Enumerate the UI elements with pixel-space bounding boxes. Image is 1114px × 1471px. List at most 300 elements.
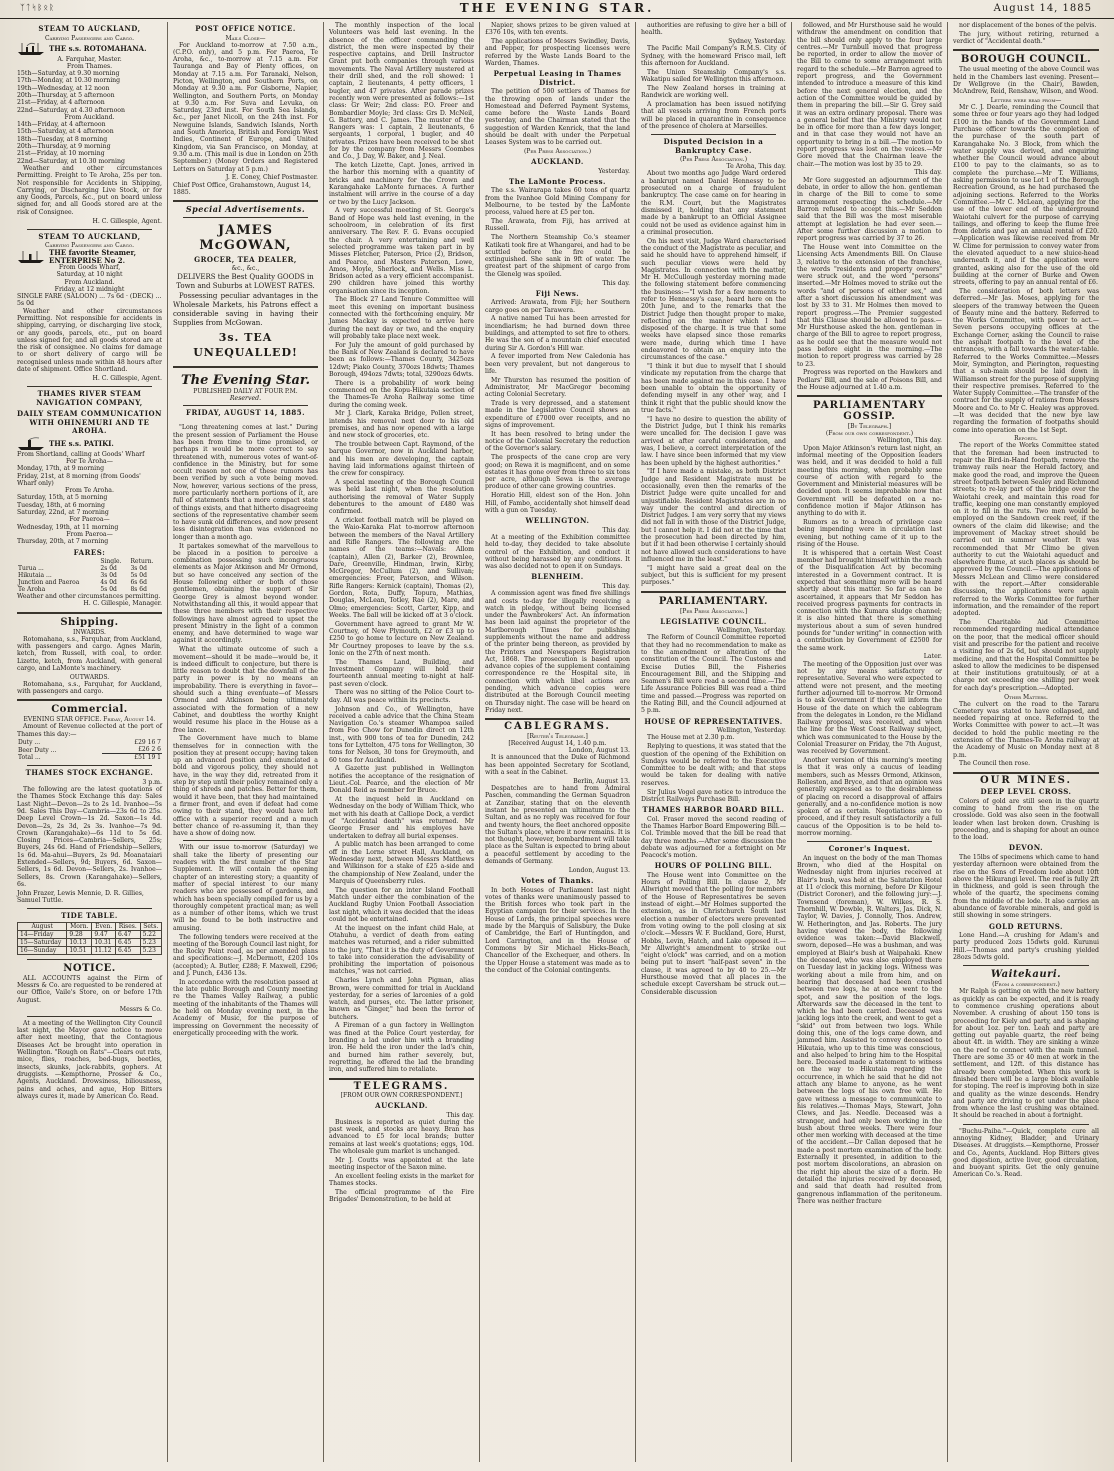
table-cell: £51 19 1 <box>102 754 162 762</box>
article-paragraph: The 15lbs of specimens which came to hand yesterday afternoon were obtained from the rise on the Sons of Freedom lode about 10ft above the Hikurangi level. The reef is fully 2ft in thickness, and gold is seen through the whole of the quartz, the specimens coming from the middle of the lode. It also carries an abundance of favorable minerals, and gold is still showing in some stringers. <box>953 853 1099 920</box>
section-heading: POST OFFICE NOTICE. <box>195 24 296 33</box>
table-cell: 5.22 <box>140 930 161 938</box>
ship-name: THE s.s. ROTOMAHANA. <box>49 43 147 53</box>
subheading: Letters were read from— <box>990 97 1062 105</box>
table-cell: Beer Duty ... <box>18 746 57 754</box>
article-paragraph: A Gazette just published in Wellington notifies the acceptance of the resignation of Lieut.-Col. Pearce, and the election of Mr Donald Reid as member for Bruce. <box>329 765 474 795</box>
table-cell: 14—Friday <box>18 930 67 938</box>
article-paragraph: The House met at 2.30 p.m. <box>647 734 735 742</box>
advertiser-etc: &c., &c., <box>231 265 260 273</box>
steamship-icon <box>17 42 45 56</box>
article-paragraph: The trouble between Capt. Raymond, of the barque Governor, now in Auckland harbor, and his men are developing, the captain having laid informations against thirteen of the crew for conspiracy. <box>329 441 474 478</box>
article-paragraph: About two months ago Judge Ward ordered a bankrupt named Daniel Hennessy to be prosecuted on a charge of fraudulent bankruptcy. The case came on for hearing in the R.M. Court, but the Magistrates dismissed it, holding that any statement made by a bankrupt to an Official Assignee could not be used as evidence against him in a criminal prosecution. <box>641 170 786 236</box>
dateline-day: This day. <box>602 582 630 590</box>
article-paragraph: A very successful meeting of St. George's Band of Hope was held last evening, in the schoolroom, in celebration of its first anniversary. The Rev. F. G. Evans occupied the chair. A very entertaining and well selected programme was taken part in by Misses Fletcher, Paterson, Price (2), Bridson, and Pearce, and Masters Paterson, Lowe, Amos, Moyle, Sherlock, and Wells. Miss L. Bridson acted as a very efficient accompanist. 290 children have joined this worthy organisation since its inception. <box>329 207 474 295</box>
dateline-place: AUCKLAND. <box>375 1101 428 1111</box>
divider <box>953 49 1099 51</box>
schedule-line: Saturday, 22nd, at 7 morning <box>17 509 109 517</box>
article-paragraph: The Block 27 Land Tenure Committee will meet this evening on important business connected with the forthcoming enquiry. Mr James Mackay is expected to arrive here during the next day or two, and the enquiry will probably take place next week. <box>329 296 474 340</box>
column-header: Rises. <box>115 922 140 930</box>
paper-nameplate <box>173 371 318 421</box>
schedule-line: Wednesday, 19th, at 11 morning <box>17 523 119 531</box>
article-text: ALL ACCOUNTS against the Firm of Messrs & Co. are requested to be rendered at our Office, Vaile's Store, on or before 17th August. <box>17 974 162 1004</box>
ship-name: THE favorite Steamer, ENTERPRISE No 2. <box>49 248 137 265</box>
divider <box>27 229 152 230</box>
ad-heading: STEAM TO AUCKLAND, <box>38 231 141 241</box>
section-heading: THAMES STOCK EXCHANGE. <box>25 768 154 778</box>
divider <box>797 395 942 397</box>
divider <box>329 1078 474 1080</box>
issue-date: August 14, 1885 <box>993 3 1092 14</box>
dateline-day: Wellington, Yesterday. <box>716 727 786 735</box>
article-paragraph: The Pacific Mail Company's R.M.S. City of Sydney, with the homeward Frisco mail, left this afternoon for Auckland. <box>641 45 786 67</box>
ad-text: "Buchu-Paiba."—Quick, complete cure all annoying Kidney, Bladder, and Urinary Diseases. At druggists.—Kempthorne, Prosser and Co., Agents, Auckland. Hop Bitters gives good digestion, active liver, good circulation, and buoyant spirits. Get the only genuine American Co.'s. Read. <box>953 1127 1099 1179</box>
table-cell: Total ... <box>18 754 41 762</box>
schedule-line: Saturday, at 10 night <box>56 271 123 279</box>
subheading: Other Matters. <box>1004 693 1048 701</box>
article-paragraph: The jury, without retiring, returned a verdict of "Accidental death." <box>953 30 1099 46</box>
article-paragraph: It has been resolved to bring under the notice of the Colonial Secretary the reduction of the Governor's salary. <box>485 430 630 453</box>
article-paragraph: In both Houses of Parliament last night votes of thanks were unanimously passed to the British forces who took part in the Egyptian campaign for their services. In the House of Lords, the principal speeches were made by the Marquis of Salisbury, the Duke of Cambridge, the Earl of Huntingdon, and Lord Carrington, and in the House of Commons by Sir Michael Hicks-Beach, Chancellor of the Exchequer, and others. In the Upper House a statement was made as to the conduct of the Colonial contingents. <box>485 886 630 974</box>
table-cell: Single. <box>100 558 122 566</box>
article-heading: Coroner's Inquest. <box>828 844 911 854</box>
article-paragraph: At a meeting of the Exhibition committee held to-day, they decided to take absolute control of the Exhibition, and conduct it without being harassed by any conditions. It was also decided not to open it on Sundays. <box>485 533 630 571</box>
post-office-notice <box>173 25 318 196</box>
article-text: The following are the latest quotations of the Thames Stock Exchange this day: Sales Last Night—Devon—2s to 2s 1d. Ivanhoe—5s 9d. Sales This Day—Cambria—23s 6d to 25s. Deep Level Crown—1s 2d. Saxon—1s 4d. Devon—2s, 2s 3d, 2s 3s. Ivanhoe—7s 9d. Crown (Karangahake)—6s 11d to 5s 6d. Closing Prices—Cambria—Sellers, 25s; Buyers, 24s 6d. Hand of Friendship—Sellers, 1s 6d. Ma-ahui—Buyers, 2s 9d. Moanataiari Extended—Sellers, 9d; Buyers, 6d. Saxon—Sellers, 1s 6d. Devon—Sellers, 2s. Ivanhoe—Sellers, 8s. Crown (Karangahake)—Sellers, 6s. <box>17 786 162 888</box>
article-paragraph: An inquest on the body of the man Thomas Brown, who died at the Hospital on Wednesday night from injuries received at Blair's bush, was held at the Salutation Hotel at 11 o'clock this morning, before Dr Kilgour (District Coroner), and the following jury:—J. Townsend (foreman), W. Wilkes, R. S. Thornhill, W. Dowble, R. Walters, Jas. Dick, N. Taylor, W. Davies, J. Connolly, Thos. Andrew, W. Hetherington, and Jas. Roberts. The jury having viewed the body, the following evidence was taken:—David Blackwell, sworn, deposed—He was a bushman, and was employed at Blair's bush at Waipahaki. Knew the deceased, who was also employed there on Tuesday last in jacking logs. Witness was working about a mile from him, and on hearing that deceased had been crushed between two logs, he at once went to the spot, and saw the position of the logs. Afterwards saw the deceased in the tent to which he had been carried. Deceased was jacking logs into the creek, and went to get a "skid" out from between two logs. While doing this, one of the logs came down, and jammed him. Assisted to convey deceased to Hikutaia, who up to this time was conscious, and also helped to bring him to the Hospital here. Deceased made a statement to witness on the way to Hikutaia regarding the occurrence, in which he said that he did not attach any blame to anyone, as he went between the logs of his own free will. He gave witness a message to communicate to his relatives.—Thomas Mays, Stewart, John Clews, and Jas. Needle. Deceased was a stranger, and had only been working in the bush about three weeks. There were four other men working with deceased at the time of the accident.—Dr Callan deposed that he made a post mortem examination of the body. Externally it presented, in addition to the post mortem discolorations, an abrasion on the right hip about the size of a florin. He detailed the injuries received by deceased, and said that death had resulted from gangrenous inflammation of the peritoneum. There was neither fracture <box>797 854 942 1205</box>
subheading: (Per Press Association.) <box>523 148 592 156</box>
table-row <box>17 746 162 754</box>
table-cell: Hikutaia ... <box>18 572 52 580</box>
signatories: John Frazer, Lewis Mennie, D. R. Gillies, Samuel Tuttle. <box>17 889 144 905</box>
article-paragraph: The Council then rose. <box>959 760 1031 768</box>
schedule-line: From Goods Wharf, <box>58 263 121 271</box>
article-text: For Auckland to-morrow at 7.50 a.m., (C.P.O. only), and 5 p.m. For Paeroa, Te Aroha, &c., to-morrow at 7.15 a.m. For Tauranga and Bay of Plenty offices, on Monday at 7.15 a.m. For Taranaki, Nelson, Picton, Wellington, and Southern Ports, on Monday at 9.30 a.m. For Gisborne, Napier, Wellington, and Southern Ports, on Monday at 9.30 a.m. For Suva and Levuka, on Saturday, 23rd inst. For South Sea Islands, &c., per Janet Nicoll, on the 24th inst. For Newguine Islands, Sandwich Islands, North and South America, British and Foreign West Indies, Continent of Europe, and United Kingdom, via San Francisco, on Monday, at 9.30 a.m. (This mail is due in London on 25th September.) (Money Orders and Registered Letters on Saturday at 5 p.m.) <box>173 41 318 173</box>
article-paragraph: Replying to questions, it was stated that the question of the opening of the Exhibition on Sundays would be referred to the Executive Committee to be dealt with; and that steps would be taken for dealing with native reserves. <box>641 743 786 787</box>
column-5 <box>636 22 792 1462</box>
dateline: FRIDAY, AUGUST 14, 1885. <box>185 407 306 417</box>
article-heading: HOURS OF POLLING BILL. <box>654 861 773 871</box>
article-paragraph: The monthly inspection of the local Volunteers was held last evening. In the absence of the officer commanding the district, the men were inspected by their respective captains, and Drill Instructor Grant put both companies through various movements. The Naval Artillery mustered at their drill shed, and the roll showed: 1 captain, 2 lieutenants, 4 petty officers, 1 bugler, and 47 privates. After parade prizes recently won were presented as follows:—1st class: Gr Weir; 2nd class: P.O. Freer and Bombardier Moyle; 3rd class: Grs D. McNeil, G. Battery, and C. James. The muster of the Rangers was: 1 captain, 2 lieutenants, 6 sergeants, 1 corporal, 1 bugler, and 40 privates. Prizes have been received to be shot for by the company from Messrs Coombes and Co., J. Day, W. Baker, and J. Neal. <box>329 22 474 161</box>
article-paragraph: nor displacement of the bones of the pelvis. <box>959 22 1097 29</box>
signature-place: Chief Post Office, Grahamstown, August 14, 1885. <box>173 181 311 196</box>
article-paragraph: A cricket football match will be played on the Waio-Karaka Flat to-morrow afternoon between the members of the Naval Artillery and Rifle Rangers. The following are the names of the teams:—Navals: Allom (captain), Allen (2), Barker (2), Brownlee, Dare, Greenville, Hindman, Irwin, Kirby, McGregor, McCullum (2), and Sullivan; emergencies: Freer, Paterson, and Wilson. Rifle Rangers: Kernick (captain), Thomas (2), Gordon, Rota, Duffy, Topura, Mathias, Douglas, McLean, Totley, Rae (2), Mare, and Olmo; emergencies: Scott, Carter, Kipp, and Weeks. The ball will be kicked off at 3 o'clock. <box>329 517 474 619</box>
article-paragraph: At the inquest on the infant child Hale, at Otahuhu, a verdict of death from eating matches was returned, and a rider submitted to the jury, "That it is the duty of Government to take into consideration the advisability of prohibiting the importation of poisonous matches," was not carried. <box>329 924 474 976</box>
article-paragraph: Lone Hand.—A crushing for Adam's and party produced 2ozs 15dwts gold. Kurunui Hill.—Thomas and party's crushing yielded 28ozs 5dwts gold. <box>953 932 1099 962</box>
article-heading: DEEP LEVEL CROSS. <box>980 787 1072 797</box>
page-columns <box>12 22 1104 1462</box>
article-paragraph: With our issue to-morrow (Saturday) we shall take the liberty of presenting our readers with the first number of the Star Supplement. It will contain the opening chapter of an interesting story; a quantity of matter of special interest to our many readers who are possessed of gardens, and which has been specially compiled for us by a thoroughly competent practical man; as well as a number of other items, which we trust will be found to be both instructive and amusing. <box>173 844 318 932</box>
schedule-line: From Auckland. <box>64 113 115 121</box>
ad-note: Weather and other circumstances permitting. <box>17 593 161 601</box>
column-1 <box>12 22 168 1462</box>
borough-council-article <box>953 54 1099 767</box>
schedule-line: For Paeroa— <box>69 516 110 524</box>
article-paragraph: Mr J. Coutts was appointed at the late meeting inspector of the Saxon mine. <box>329 1156 474 1172</box>
article-paragraph: Colors of gold are still seen in the quartz coming to hand from the rise on the crosslode. Gold was also seen in the footwall leader when last broken down. Crushing is proceeding, and is shaping for about an ounce to the load. <box>953 797 1099 842</box>
masthead-left-text: ᛉᛏᛋᛒᛟᚱ <box>20 3 55 12</box>
divider <box>183 405 308 406</box>
divider <box>963 1124 1089 1125</box>
article-paragraph: Mr Gore suggested an adjournment of the debate, in order to allow the hon. gentleman in charge of the Bill to come to some arrangement respecting the schedule.—Mr Barron refused to accept this.—Mr Seddon said that the Bill was the most miserable attempt at legislation he had ever seen.—After some further discussion a motion to report progress was carried by 37 to 26. <box>797 176 942 243</box>
article-paragraph: The Arawata, from Fiji, has arrived at Russell. <box>485 218 630 233</box>
article-heading: THAMES HARBOR BOARD BILL. <box>642 805 785 815</box>
schedule-line: From Thames. <box>66 62 113 70</box>
dateline-day: This day. <box>602 526 630 534</box>
table-row <box>17 586 162 593</box>
schedule-line: 14th—Friday, at 4 afternoon <box>17 121 106 129</box>
advertiser-name: JAMES McGOWAN, <box>199 222 292 253</box>
article-paragraph: Rumors as to a breach of privilege case being impending were in circulation last evening, but nothing came of it up to the rising of the House. <box>797 519 942 548</box>
article-paragraph: The meeting of the Opposition just over was not by any means satisfactory or representative. Several who were expected to attend were not present, and the meeting further adjourned till to-morrow. Mr Ormond is to ask Government if they will inform the House of the date on which the cablegram from the delegates in London, re the Midland Railway proposal, was received, and when the line for the West Coast Railway subject, which was communicated to the House by the Colonial Treasurer on Friday, the 7th August, was received by Government. <box>797 660 942 756</box>
stock-exchange-section <box>17 769 162 904</box>
schedule-line: From Te Aroha. <box>65 487 114 495</box>
table-cell: Te Aroha <box>18 586 46 594</box>
article-paragraph: The usual meeting of the above Council was held in the Chambers last evening. Present—Dr Wellgrove (in the Chair), Bawden, McAndrew, Reid, Renshaw, Wilson, and Wood. <box>953 66 1099 96</box>
section-heading: Shipping. <box>60 616 119 628</box>
parliament-continued <box>797 22 942 391</box>
table-row <box>17 754 162 762</box>
australian-news <box>641 22 786 130</box>
shipping-section <box>17 617 162 696</box>
ad-agent: H. C. Gillespie, Manager. <box>83 600 162 608</box>
subheading: OUTWARDS. <box>69 673 110 681</box>
article-paragraph: Another version of this morning's meeting is that it was only a caucus of leading members, such as Messrs Ormond, Atkinson, Rolleston, and Bryce, and that an opinion was generally expressed as to the desirableness of placing on record a disapproval of affairs generally, and a no-confidence motion is now spoken of as certain. Negotiations are to proceed, and if they result satisfactorily a full caucus of the Opposition is to be held to-morrow morning. <box>797 757 942 838</box>
divider <box>27 386 152 387</box>
ad-steam-rotomahana <box>17 25 162 225</box>
table-cell: 10.13 <box>67 938 92 946</box>
dateline-place: WELLINGTON. <box>525 516 590 526</box>
article-paragraph: An excellent feeling exists in the market for Thames stocks. <box>329 1172 474 1188</box>
table-row <box>17 572 162 579</box>
article-paragraph: Arrived: Arawata, from Fiji; her Southern cargo goes on per Tarawera. <box>485 299 630 314</box>
subheading: [Reuter's Telegrams.] <box>527 732 588 740</box>
ship-name: THE s.s. PATIKI. <box>49 439 114 449</box>
column-4 <box>480 22 636 1462</box>
article-heading: Disputed Decision in a Bankruptcy Case. <box>663 137 764 155</box>
schedule-line: From Shortland, calling at Goods' Wharf <box>17 450 145 458</box>
article-paragraph: The ketch Lizette, Capt. Jones, arrived in the harbor this morning with a quantity of bricks and machinery for the Crown and Karangahake LaMonte furnaces. A further instalment will arrive in the course of a day or two by the Lucy Jackson. <box>329 162 474 206</box>
parliamentary-section <box>641 596 786 996</box>
article-paragraph: For July the amount of gold purchased by the Bank of New Zealand is declared to have been as follows:—Thames County, 3425ozs 12dwt; Piako County, 370ozs 18dwts; Thames Borough, 494ozs 7dwts; total, 3290ozs 6dwts. <box>329 341 474 378</box>
article-paragraph: Government have agreed to grant Mr W. Courtney, of New Plymouth, £2 or £3 up to £250 to go home to lecture on New Zealand. Mr Courtney proposes to leave by the s.s. Ionic on the 27th of next month. <box>329 620 474 657</box>
publishing-note: PUBLISHED DAILY AT FOUR P.M. <box>193 387 298 395</box>
table-cell: 5s 0d <box>100 586 117 594</box>
article-paragraph: At the inquest held in Auckland on Wednesday on the body of William Thick, who met with his death at Calliope Dock, a verdict of "Accidental death" was returned. Mr George Fraser and his employes have undertaken to defray all burial expenses. <box>329 796 474 840</box>
column-header: Sets. <box>140 922 161 930</box>
divider <box>17 612 162 614</box>
article-heading: LEGISLATIVE COUNCIL. <box>660 616 767 626</box>
table-cell: 11.12 <box>92 946 116 954</box>
article-paragraph: The s.s. Wairarapa takes 60 tons of quartz from the Ivanhoe Gold Mining Company for Melbourne, to be tested by the LaMonte process, valued here at £5 per ton. <box>485 187 630 217</box>
article-paragraph: The applications of Messrs Swindley, Davis, and Pepper, for prospecting licenses were referred by the Waste Lands Board to the Warden, Thames. <box>485 38 630 67</box>
article-paragraph: "I think it but due to myself that I should vindicate my reputation from the charge that has been made against me in this case. I have been unable to obtain the opportunity of defending myself in any other way, and I think it right that the public should know the true facts." <box>641 363 786 414</box>
article-paragraph: The Reform of Council Committee reported that they had no recommendation to make as to the amendment or alteration of the constitution of the Council. The Customs and Excise Duties Bill, the Fisheries Encouragement Bill, and the Shipping and Seamen's Bill were read a second time.—The Life Assurance Policies Bill was read a third time and passed.—Progress was reported on the Rating Bill, and the Council adjourned at 5 p.m. <box>641 634 786 715</box>
article-paragraph: "Long threatening comes at last." During the present session of Parliament the House has been from time to time promised, or perhaps it would be more correct to say threatened with, numerous votes of want-of-confidence in the Ministry, but for some occult reason not one of these rumors has been verified by such a vote being moved. Now, however, various sections of the press, more particularly northern portions of it, are full of statements that a more compact state of things exists, and that hitherto disagreeing sections of the representative chamber seem to have sunk old differences, and now present less disintegration than was evidenced no longer than a month ago. <box>173 424 318 541</box>
article-paragraph: The following tenders were received at the meeting of the Borough Council last night, for the Rocky Point road, as per amended plans and specifications:—J. McDermott, £203 10s (accepted); A. Butler, £288; F. Maxwell, £296; and J. Punch, £436 13s. <box>173 933 318 977</box>
table-header-row <box>18 922 162 930</box>
article-heading: HOUSE OF REPRESENTATIVES. <box>644 716 783 726</box>
ship-master: A. Farquhar, Master. <box>57 55 122 63</box>
schedule-line: 19th—Wednesday, at 12 noon <box>17 84 110 92</box>
section-heading: PARLIAMENTARY GOSSIP. <box>813 400 926 423</box>
article-paragraph: Mr J. Clark, Karaka Bridge, Pollen street, intends his removal next door to his old premises, and has now opened with a large and new stock of groceries, etc. <box>329 410 474 440</box>
article-heading: DEVON. <box>1008 843 1044 853</box>
table-cell: 3s 0d <box>130 565 147 573</box>
ad-subheading: Carrying Passengers and Cargo. <box>44 34 135 42</box>
subheading: INWARDS. <box>73 628 106 636</box>
article-paragraph: The consideration of both letters was deferred.—Mr Jas. Moses, applying for the sleepers of the tramway between the Queen of Beauty mine and the battery. Referred to the Works Committee, with power to act.—Seven persons occupying offices at the Exchange Corner, asking the Council to raise the asphalt footpath to the level of the entrances, with a fall towards the water-table. Referred to the Works Committee.—Messrs Moir, Symington, and Pierington, requesting that a sub-main should be laid down in Williamson street for the purpose of supplying their respective premises. Referred to the Water Supply Committee.—The transfer of the contract for the supply of rations from Messrs Moore and Co. to Mr C. Healey was approved.—It was decided that the new bye law regarding the formation of footpaths should come into operation on the 1st Sept. <box>953 288 1099 434</box>
ad-note: Weather and other circumstances Permitting. Not responsible for accidents in shipping, carrying, or discharging live stock, or any goods, parcels, etc., put on board unless signed for, and all goods stored are at the risk of consignee. No claims for damage to or short delivery of cargo will be recognised unless made within 48 hours after date of shipment. Office Shortland. <box>17 307 162 374</box>
table-cell: 5.23 <box>140 938 161 946</box>
divider <box>953 772 1099 774</box>
subheading: [FROM OUR OWN CORRESPONDENT.] <box>340 1092 463 1100</box>
schedule-line: 15th—Saturday, at 9.30 morning <box>17 70 120 78</box>
article-paragraph: There is a probability of work being commenced on the Kopu-Hikutaia section of the Thames-Te Aroha Railway some time during the coming week. <box>329 379 474 409</box>
ship-banner <box>17 249 162 264</box>
article-paragraph: The House went into Committee on the Licensing Acts Amendments Bill. On Clause 3, relative to the extension of the franchise, the words "residents and property owners" were struck out, and the word "persons" inserted.—Mr Holmes moved to strike out the words "and of persons of either sex," and after a short discussion his amendment was lost by 33 to 31. Mr Holmes then moved to report progress.—The Premier suggested that this Clause should be allowed to pass.—Mr Hursthouse asked the hon. gentleman in charge of the Bill to agree to report progress, as he could see that the measure would not pass before eight in the morning.—The motion to report progress was carried by 28 to 23. <box>797 243 942 368</box>
divider <box>183 217 308 218</box>
ad-heading: THAMES RIVER STEAM NAVIGATION COMPANY, <box>36 389 143 407</box>
table-cell: 5.23 <box>140 946 161 954</box>
section-heading: PARLIAMENTARY. <box>658 595 769 607</box>
article-paragraph: Johnson and Co., of Wellington, have received a cable advice that the China Steam Navigation Co.'s steamer Whampoa sailed from Foo Chow for Dunedin direct on 12th inst., with 900 tons of tea for Dunedin, 242 tons for Lyttelton, 475 tons for Wellington, 30 tons for Nelson, 30 tons for Greymouth, and 60 tons for Auckland. <box>329 705 474 764</box>
article-paragraph: In accordance with the resolution passed at the late public Borough and County meeting re the Thames Valley Railway, a public meeting of the inhabitants of the Thames will be held on Monday evening next, in the Academy of Music, for the purpose of impressing on Government the necessity of energetically proceeding with the work. <box>173 978 318 1037</box>
table-row <box>17 579 162 586</box>
subheading: Mails Close— <box>225 34 266 42</box>
article-paragraph: Progress was reported on the Hawkers and Pedlars' Bill, and the sale of Poisons Bill, and the House adjourned at 1.40 a.m. <box>797 369 942 392</box>
signature: J. E. Coney, Chief Postmaster. <box>225 174 318 182</box>
article-paragraph: The prospects of the cane crop are very good; on Rewa it is magnificent, and on some estates it has gone over from three to six tons per acre, although Sewa is the average produce of other cane growing countries. <box>485 454 630 491</box>
table-cell: 8s 6d <box>130 586 147 594</box>
article-paragraph: A Fireman of a gun factory in Wellington was fined at the Police Court yesterday, for branding a lad under him with a branding iron. He held the iron under the lad's chin, and burned him rather severely, but, regretting, he offered the lad the branding iron, and suffered him to retaliate. <box>329 1022 474 1074</box>
ad-steam-patiki <box>17 390 162 607</box>
article-paragraph: The New Zealand horses in training at Randwick are working well. <box>641 84 786 100</box>
article-paragraph: The Government have much to blame themselves for in connection with the position they at present occupy; having taken up an advanced position and enunciated a bold and vigorous policy, they should not have, in the way they did, retreated from it step by step until their policy remained only a thing of shreds and patches. Better for them, would it have been, that they had maintained a firmer front, and even if defeat had come owing to their stand, they would have left office with a superior record and a much better chance of re-assuming it, than they have a show of doing now. <box>173 735 318 838</box>
table-cell: Junction and Paeroa <box>18 579 80 587</box>
column-2 <box>168 22 324 1462</box>
table-row <box>18 930 162 938</box>
section-heading: Commercial. <box>51 704 128 716</box>
ship-banner <box>17 42 162 56</box>
masthead <box>0 0 1114 19</box>
table-cell: 10.51 <box>67 946 92 954</box>
table-cell: 3s 0d <box>100 572 117 580</box>
divider <box>173 366 318 368</box>
article-paragraph: A special meeting of the Borough Council was held last night, when the resolution authorising the removal of Water Supply debentures to the amount of £480 was confirmed. <box>329 479 474 516</box>
schedule-line: 21st—Friday, at 4 afternoon <box>17 99 105 107</box>
schedule-line: 17th—Monday, at 10.30 morning <box>17 77 121 85</box>
article-heading: Fiji News. <box>535 288 580 298</box>
schedule-line: 18th—Tuesday, at 8 morning <box>17 135 108 143</box>
article-paragraph: Upon Major Atkinson's return last night, an informal meeting of the Opposition leaders was held, and it was decided to hold a full meeting this morning, when probably some course of action with regard to the Government and Ministerial measures will be decided upon. It seems improbable now that Government will be defeated on a no-confidence motion if Major Atkinson has anything to do with it. <box>797 444 942 518</box>
article-paragraph: authorities are refusing to give her a bill of health. <box>641 22 786 37</box>
schedule-line: 15th—Saturday, at 4 afternoon <box>17 128 114 136</box>
ad-steam-enterprise <box>17 233 162 382</box>
subheading: (From our own correspondent.) <box>825 430 914 438</box>
column-header: August <box>18 922 67 930</box>
telegrams-continued <box>485 22 630 714</box>
article-paragraph: Napier, shows prizes to be given valued at £376 10s, with ten events. <box>485 22 630 37</box>
table-cell: 2s 0d <box>100 565 117 573</box>
divider <box>27 908 152 909</box>
dateline-day: Te Aroha, This day. <box>726 163 786 171</box>
subheading: EVENING STAR OFFICE. Friday, August 14. <box>23 716 156 724</box>
table-row <box>17 565 162 572</box>
tide-table-section <box>17 912 162 955</box>
divider <box>183 840 308 841</box>
article-text: Rotomahana, s.s., Farquhar, from Auckland, with passengers and cargo. Agnes Marin, ketch, from Russell, with coal, to order. Lizette, ketch, from Auckland, with general cargo, and LaMonte's machinery. <box>17 635 162 672</box>
table-cell: 9.28 <box>67 930 92 938</box>
dateline-day: Wellington, Yesterday. <box>716 627 786 635</box>
divider <box>27 959 152 960</box>
article-text: At a meeting of the Wellington City Council last night, the Mayor gave notice to move after next meeting, that the Contagious Diseases Act be brought into operation in Wellington. "Rough on Rats"—Clears out rats, mice, flies, roaches, bed-bugs, beetles, insects, skunks, jack-rabbits, gophers. At druggists. —Kempthorne, Prosser & Co., Agents, Auckland. Drowsiness, biliousness, pains and aches, and ague, Hop Bitters always cures it, made by American Co. Read. <box>17 1019 162 1100</box>
commercial-section <box>17 704 162 761</box>
schedule-line: 20th—Thursday, at 9 morning <box>17 143 111 151</box>
divider <box>651 134 776 135</box>
cablegrams-section <box>485 723 630 974</box>
subheading: (Per Press Association.) <box>679 156 748 164</box>
table-cell: 6.45 <box>115 938 140 946</box>
article-paragraph: A commission agent was fined five shillings and costs to-day for illegally receiving a watch in pledge, without being licensed under the Pawnbrokers' Act. An information has been laid against the proprietor of the Marlborough Times for publishing supplements without the name and address of the printer being thereon, as provided by the Printers and Newspapers Registration Act, 1868. The prosecution is based upon advance copies of the supplement containing correspondence re the Hospital site, in connection with which libel actions are pending, which advance copies were distributed at the Borough Council meeting on Thursday night. The case will be heard on Friday next. <box>485 590 630 714</box>
ad-signature: Messrs & Co. <box>119 1005 162 1013</box>
article-paragraph: A proclamation has been issued notifying that all vessels arriving from French ports will be placed in quarantine in consequence of the presence of cholera at Marseilles. <box>641 100 786 130</box>
divider <box>963 965 1089 966</box>
divider <box>17 699 162 701</box>
ad-agent: H. C. Gillespie, Agent. <box>92 217 162 225</box>
article-paragraph: The Union Steamship Company's s.s. Wakatipu sailed for Wellington this afternoon. <box>641 68 786 84</box>
column-7 <box>948 22 1104 1462</box>
dateline-day: Later. <box>923 653 942 661</box>
table-cell: 16—Sunday <box>18 946 67 954</box>
ad-heading: STEAM TO AUCKLAND, <box>38 24 141 33</box>
parliamentary-gossip <box>797 400 942 837</box>
coroner-continued <box>953 22 1099 45</box>
fares-heading: FARES: <box>73 547 106 557</box>
ad-subheading: DAILY STEAM COMMUNICATION WITH OHINEMURI AND TE AROHA. <box>17 409 162 436</box>
dateline-day: London, August 13. <box>568 866 630 874</box>
table-cell: £26 2 6 <box>138 746 161 754</box>
ad-text: DELIVERS the Best Quality GOODS in Town and Suburbs at LOWEST RATES. <box>176 272 315 290</box>
table-cell: Duty ... <box>18 739 41 747</box>
table-cell: 6.47 <box>115 930 140 938</box>
article-paragraph: Trade is very depressed, and a statement made in the Legislative Council shows an expenditure of £7000 over receipts, and no signs of improvement. <box>485 400 630 430</box>
divider <box>485 718 630 720</box>
patent-medicine-ad <box>953 1128 1099 1179</box>
article-heading: Perpetual Leasing in Thames District. <box>493 69 622 87</box>
newspaper-title: THE EVENING STAR. <box>459 1 655 15</box>
ad-subheading: Carrying Passengers and Cargo. <box>44 242 135 250</box>
fares-table <box>17 558 162 593</box>
table-cell: Turua ... <box>18 565 44 573</box>
article-text: Rotomahana, s.s., Farquhar, for Auckland, with passengers and cargo. <box>17 680 162 695</box>
dateline-day: Yesterday. <box>598 167 630 175</box>
section-heading: OUR MINES. <box>979 774 1073 786</box>
article-paragraph: The House went into Committee on the Hours of Polling Bill. In clause 2, Mr Allwright moved that the polling for members of the House of Representatives be seven instead of eight.—Mr Holmes supported the extension, as in Christchurch South last election a number of electors were prevented from voting owing to the poll closing at six o'clock.—Messrs W. F. Buckland, Gore, Hurst, Hobbs, Levin, Hatch, and Lake opposed it.—Mr Allwright's amendment to strike out "eight o'clock" was carried, and on a motion being put to insert "half-past seven" in the clause, it was agreed to by 40 to 25.—Mr Hursthouse moved that all places in the schedule except Caversham be struck out.—Considerable discussion <box>641 871 786 996</box>
timestamp: 3 p.m. <box>142 778 162 786</box>
article-paragraph: Sir Julius Vogel gave notice to introduce the District Railways Purchase Bill. <box>641 788 786 803</box>
reserved-note: Reserved. <box>229 394 262 402</box>
our-mines-section <box>953 774 1099 962</box>
article-paragraph: It partakes somewhat of the marvellous to be placed in a position to perceive a combination possessing such incongruous elements as Major Atkinson and Mr Ormond, but so have conceived any section of the House following either or both of those gentlemen, obtaining the support of Sir George Grey is almost beyond wonder. Notwithstanding all this, it would appear that these three members with their respective followings have almost agreed to upset the present Ministry in the light of a common enemy, and have determined to wage war against it accordingly. <box>173 542 318 645</box>
section-heading: BOROUGH COUNCIL. <box>960 54 1092 66</box>
article-paragraph: Charles Lynch and John Pigman, alias Brown, were committed for trial in Auckland yesterday, for a series of larcenies of a gold watch, and purses, etc. The latter prisoner, known as "Ginger," had been the terror of butchers. <box>329 977 474 1021</box>
ad-agent: H. C. Gillespie, Agent. <box>92 374 162 382</box>
schedule-line: For Te Aroha— <box>66 457 113 465</box>
dateline-day: Wellington, This day. <box>876 437 942 445</box>
dateline-day: Sydney, Yesterday. <box>728 38 786 46</box>
fare-line: SINGLE FARE (SALOON) ... 7s 6d · (DECK) ... 5s 0d <box>17 293 162 308</box>
ship-banner <box>17 437 162 451</box>
table-cell <box>17 558 99 565</box>
schedule-line: Friday, 21st, at 8 morning (from Goods' Wharf only) <box>17 472 141 487</box>
article-paragraph: The report of the Works Committee stated that the foreman had been instructed to repair the Bird-in-Hand footpath, remove the tramway rails near the Herald factory, and make good the road, and improve the Queen street footpath between Sealey and Richmond streets; to re-lay part of the bridge over the Waiotahi creek, and maintain this road for traffic, keeping one man constantly employed on it to fill in the ruts. Two men would be employed on the Sandown creek reef, if the owners of the claim did likewise; and the improvement of Mackay street should be carried out in summer weather. It was recommended that Mr Climo be given authority to cut the Waiotahi aqueduct and elsewhere flume, at such places as should be approved by the Council.—The applications of Messrs McLean and Climo were considered with the report.—After considerable discussion, the applications were again referred to the Works Committee for further information, and the remainder of the report adopted. <box>953 442 1099 618</box>
column-3 <box>324 22 480 1462</box>
article-paragraph: The petition of 500 settlers of Thames for the throwing open of lands under the Homestead and Deferred Payment Systems, came before the Waste Lands Board yesterday, and the Chairman stated that the suggestion of Warden Kenrick, that the land should be dealt with under the Perpetual Leases System was to be carried out. <box>485 88 630 147</box>
schedule-line: Thursday, 20th, at 7 morning <box>17 538 109 546</box>
dateline-day: Berlin, August 13. <box>573 777 630 785</box>
dateline-day: This day. <box>914 169 942 177</box>
article-paragraph: It is announced that the Duke of Richmond has been appointed Secretary for Scotland, with a seat in the Cabinet. <box>485 754 630 776</box>
article-paragraph: Despatches are to hand from Admiral Paschen, commanding the German Squadron at Zanzibar, stating that on the eleventh instant he presented an ultimatum to the Sultan, and as no reply was received for four and twenty hours, the fleet anchored opposite the Sultan's place, where it now remains. It is not thought, however, bombardment will take place as the Sultan is expected to bring about a peaceful settlement by acceding to the demands of Germany. <box>485 785 630 865</box>
article-paragraph: On his next visit, Judge Ward characterised the conduct of the Magistrate as peculiar, and said he should have to apprehend himself, if such peculiar views were held by Magistrates. In connection with the matter, Mr H. McCullough yesterday morning made the following statement before commencing the business:—"I wish for a few moments to refer to Hennessy's case, heard here on the 20th June, and to the remarks that the District Judge then thought proper to make, reflecting on the manner which I had disposed of the charge. It is true that some weeks have elapsed since those remarks were made, during which time I have endeavored to obtain an enquiry into the circumstances of the case." <box>641 237 787 362</box>
schedule-line: 22nd—Saturday, at 4.30 afternoon <box>17 106 126 114</box>
article-paragraph: A public match has been arranged to come off in the Lorne street Hall, Auckland, on Wednesday next, between Messrs Matthews and Wilkinson for a stake of £25 a-side and the championship of New Zealand, under the Marquis of Queensberry rules. <box>329 841 474 885</box>
ad-note: Weather and other circumstances Permitting. Freight to Te Aroha, 25s per ton. Not responsible for Accidents in Shipping, Carrying, or Discharging Live Stock, or for any Goods, Parcels, &c., put on board unless signed for, and all Goods stored are at the risk of Consignee. <box>17 164 162 216</box>
editorial <box>173 424 318 1037</box>
article-heading: Votes of Thanks. <box>521 876 594 886</box>
article-heading: The LaMonte Process. <box>509 176 606 186</box>
table-cell: Return. <box>130 558 154 566</box>
article-paragraph: "I have no desire to question the ability of the District Judge, but I think his remarks were uncalled for. The decision I gave was arrived at after careful consideration, and was, I believe, a correct interpretation of the law. I have since been informed that my view has been upheld by the highest authorities." <box>641 415 786 467</box>
article-paragraph: The Thames Land, Building, and Investment Company will hold their fourteenth annual meeting to-night at half-past seven o'clock. <box>329 658 474 688</box>
article-paragraph: Horatio Hill, eldest son of the Hon. John Hill, of Fambo, accidentally shot himself dead with a gun on Tuesday. <box>485 492 630 514</box>
divider <box>807 841 932 842</box>
table-cell: 15—Saturday <box>18 938 67 946</box>
article-paragraph: "I might have said a great deal on the subject, but this is sufficient for my present purposes." <box>641 564 786 587</box>
subheading: [Per Press Association.] <box>679 607 748 615</box>
divider <box>173 200 318 202</box>
coroner-article <box>797 845 942 1205</box>
waitekauri-article <box>953 969 1099 1119</box>
article-paragraph: A fever imported from New Caledonia has been very prevalent, but not dangerous to life. <box>485 353 630 375</box>
newspaper-nameplate: The Evening Star. <box>180 372 311 388</box>
ad-text: Possessing peculiar advantages in the Wholesale Markets, his Patrons effect a considerable saving in having their Supplies from McGowan. <box>173 292 318 328</box>
article-paragraph: The Northern Steamship Co.'s steamer Katikati took fire at Whangarei, and had to be scuttled before the fire could be extinguished. She sank in 9ft of water. The greatest part of the shipment of cargo from the Glenelg was spoiled. <box>485 234 630 278</box>
schedule-line: 20th—Thursday, at 5 afternoon <box>17 91 115 99</box>
steamship-icon <box>17 437 45 451</box>
mcgowan-ad <box>173 221 318 362</box>
article-paragraph: A native named Tui has been arrested for incendiarism; he had burned down three buildings, and attempted to set fire to others. He was the son of a mountain chief executed during Sir A. Gordon's Hill war. <box>485 315 630 352</box>
dateline-place: AUCKLAND. <box>531 157 584 167</box>
dateline-place: BLENHEIM. <box>531 572 584 582</box>
local-news <box>329 22 474 1074</box>
table-row <box>18 946 162 954</box>
article-paragraph: Mr Thurston has resumed the position of Administrator, Mr MacGregor becoming acting Colonial Secretary. <box>485 376 630 399</box>
schedule-line: Monday, 17th, at 9 morning <box>17 465 105 473</box>
section-heading: Special Advertisements. <box>185 204 306 215</box>
article-paragraph: The question for an inter Island Football Match under either the combination of the Auckland Rugby Union Football Association last night, which it was decided that the ideas could not be entertained. <box>329 886 474 923</box>
article-paragraph: Mr Ralph is getting on with the new battery as quickly as can be expected, and it is ready to commence crushing operations about November. A crushing of about 150 tons is proceeding for Kiely and party, and is shaping for about 1oz. per ton. Leah and party are getting out payable quartz, the reef being about 4ft. in width. They are sinking a winze on the reef to connect with the main tunnel. There are some 35 or 40 men at work in the settlement, and 12ft. of this distance has already been completed. When this work is finished there will be a large block available for stoping. The reef is improving both in size and quality as the winze descends. Hendry and party are driving to get under the place from whence the last crushing was obtained. It should be reached in about a fortnight. <box>953 988 1099 1120</box>
schedule-line: From Auckland. <box>64 278 115 286</box>
article-paragraph: The official programme of the Fire Brigades' Demonstration, to be held at <box>329 1189 474 1204</box>
table-cell: 6.45 <box>115 946 140 954</box>
received-note: [Received August 14, 1.40 p.m. <box>508 739 607 747</box>
telegrams-section <box>329 1080 474 1204</box>
table-cell: 10.31 <box>92 938 116 946</box>
divider <box>27 765 152 766</box>
table-cell: 4s 0d <box>100 579 117 587</box>
